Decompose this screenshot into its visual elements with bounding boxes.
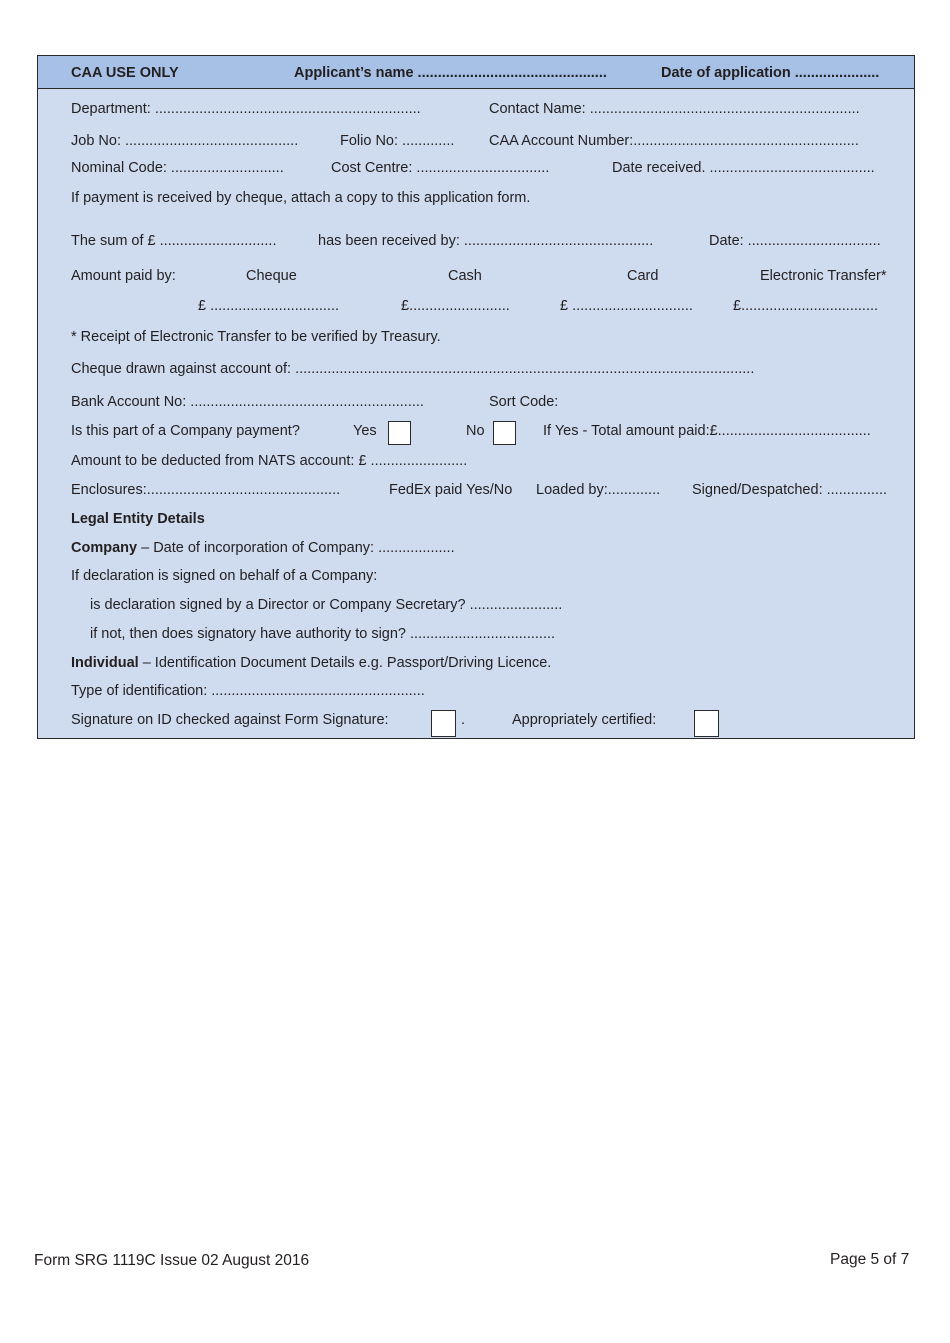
page-number: Page 5 of 7 (830, 1251, 910, 1268)
loaded-by-field[interactable]: Loaded by:............. (536, 482, 661, 498)
yes-checkbox[interactable] (388, 421, 411, 445)
authority-question-field[interactable]: if not, then does signatory have authority to sign? .................................... (90, 626, 556, 642)
nominal-code-field[interactable]: Nominal Code: ............................ (71, 160, 284, 176)
cheque-label: Cheque (246, 268, 297, 284)
director-question-field[interactable]: is declaration signed by a Director or Company Secretary? ....................... (90, 597, 563, 613)
legal-entity-heading: Legal Entity Details (71, 511, 205, 527)
electronic-transfer-label: Electronic Transfer* (760, 268, 887, 284)
individual-text: – Identification Document Details e.g. Passport/Driving Licence. (138, 655, 552, 671)
no-label: No (466, 423, 485, 439)
signed-despatched-field[interactable]: Signed/Despatched: ............... (692, 482, 888, 498)
job-no-field[interactable]: Job No: ........................................... (71, 133, 299, 149)
received-by-field[interactable]: has been received by: ............................................... (318, 233, 654, 249)
cash-label: Cash (448, 268, 482, 284)
caa-use-only-label: CAA USE ONLY (71, 65, 179, 81)
date-field[interactable]: Date: ................................. (709, 233, 881, 249)
nats-deduction-field[interactable]: Amount to be deducted from NATS account: £ ........................ (71, 453, 468, 469)
electronic-transfer-amount-field[interactable]: £.................................. (733, 298, 879, 314)
individual-label: Individual (71, 655, 139, 671)
sum-of-field[interactable]: The sum of £ ............................. (71, 233, 277, 249)
behalf-of-company-text: If declaration is signed on behalf of a Company: (71, 568, 378, 584)
fedex-paid-field[interactable]: FedEx paid Yes/No (389, 482, 513, 498)
sort-code-field[interactable]: Sort Code: (489, 394, 559, 410)
company-incorporation-field[interactable]: – Date of incorporation of Company: ................... (137, 540, 455, 556)
department-field[interactable]: Department: .................................................................. (71, 101, 421, 117)
receipt-note: * Receipt of Electronic Transfer to be verified by Treasury. (71, 329, 441, 345)
contact-name-field[interactable]: Contact Name: ................................................................... (489, 101, 860, 117)
form-id-footer: Form SRG 1119C Issue 02 August 2016 (34, 1252, 310, 1269)
panel-header (38, 56, 914, 89)
cheque-amount-field[interactable]: £ ................................ (198, 298, 340, 314)
caa-account-number-field[interactable]: CAA Account Number:........................................................ (489, 133, 859, 149)
company-label: Company (71, 540, 138, 556)
if-yes-total-field[interactable]: If Yes - Total amount paid:£...................................... (543, 423, 871, 439)
appropriately-certified-checkbox[interactable] (694, 710, 719, 737)
cash-amount-field[interactable]: £......................... (401, 298, 510, 314)
company-incorporation-line[interactable] (71, 539, 455, 557)
applicant-name-field[interactable]: Applicant’s name ............................................... (294, 65, 607, 81)
cheque-note: If payment is received by cheque, attach a copy to this application form. (71, 190, 531, 206)
yes-label: Yes (353, 423, 377, 439)
signature-dot: . (461, 712, 466, 728)
amount-paid-by-label: Amount paid by: (71, 268, 176, 284)
individual-line (71, 654, 551, 672)
bank-account-no-field[interactable]: Bank Account No: .......................................................... (71, 394, 424, 410)
enclosures-field[interactable]: Enclosures:................................................ (71, 482, 341, 498)
caa-use-only-panel (37, 55, 915, 739)
company-payment-question: Is this part of a Company payment? (71, 423, 300, 439)
signature-checked-label: Signature on ID checked against Form Signature: (71, 712, 389, 728)
folio-no-field[interactable]: Folio No: ............. (340, 133, 455, 149)
date-received-field[interactable]: Date received. ......................................... (612, 160, 875, 176)
cost-centre-field[interactable]: Cost Centre: ................................. (331, 160, 550, 176)
card-amount-field[interactable]: £ .............................. (560, 298, 693, 314)
no-checkbox[interactable] (493, 421, 516, 445)
cheque-drawn-field[interactable]: Cheque drawn against account of: .................................................................................................................. (71, 361, 755, 377)
type-of-id-field[interactable]: Type of identification: ..................................................... (71, 683, 425, 699)
date-of-application-field[interactable]: Date of application ..................... (661, 65, 880, 81)
card-label: Card (627, 268, 659, 284)
signature-checked-checkbox[interactable] (431, 710, 456, 737)
appropriately-certified-label: Appropriately certified: (512, 712, 657, 728)
